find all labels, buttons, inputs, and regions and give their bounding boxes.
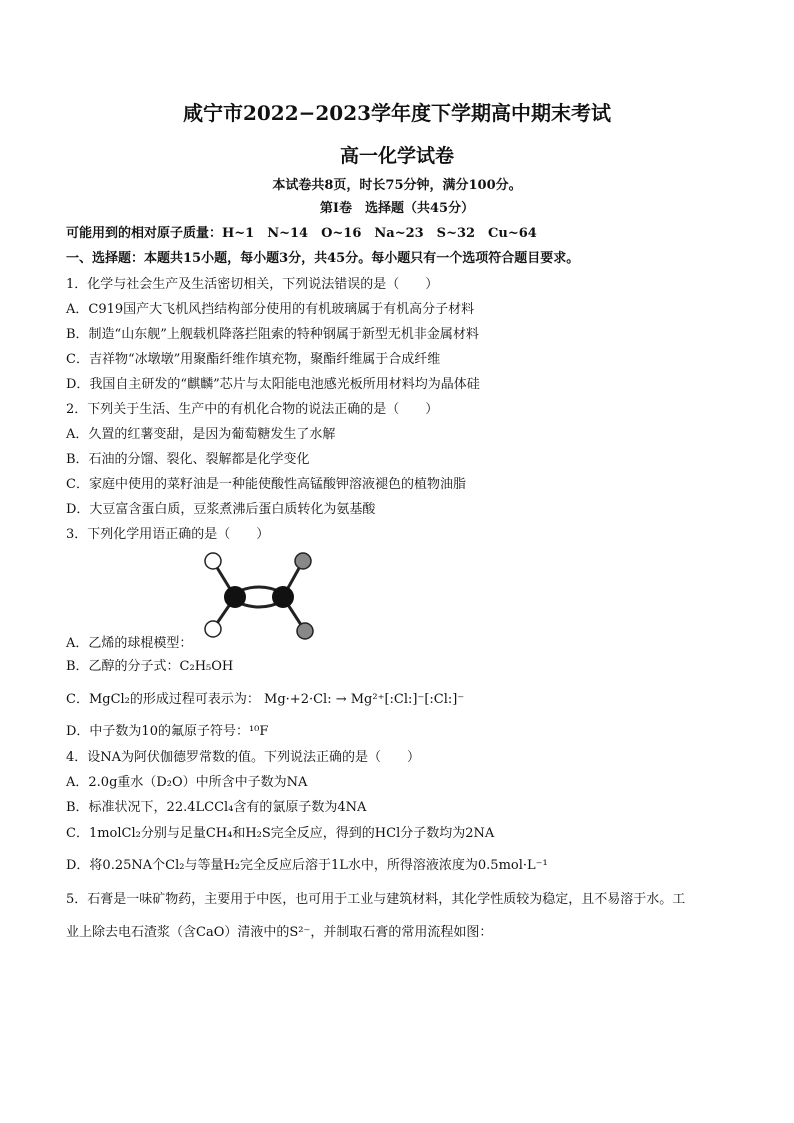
question-3-option-c: C．MgCl₂的形成过程可表示为： bbox=[66, 692, 260, 707]
section-heading: 第Ⅰ卷 选择题（共45分） bbox=[319, 201, 475, 216]
question-4-option-a: A．2.0g重水（D₂O）中所含中子数为NA bbox=[66, 775, 308, 790]
question-1-option-a: A．C919国产大飞机风挡结构部分使用的有机玻璃属于有机高分子材料 bbox=[66, 302, 475, 317]
question-2-option-d: D．大豆富含蛋白质，豆浆煮沸后蛋白质转化为氨基酸 bbox=[66, 502, 376, 517]
part-one-instructions: 一、选择题：本题共15小题，每小题3分，共45分。每小题只有一个选项符合题目要求。 bbox=[66, 251, 580, 266]
question-2-stem: 2．下列关于生活、生产中的有机化合物的说法正确的是（ ） bbox=[66, 402, 439, 417]
exam-title: 咸宁市2022−2023学年度下学期高中期末考试 bbox=[182, 101, 612, 125]
exam-info: 本试卷共8页，时长75分钟，满分100分。 bbox=[272, 178, 522, 193]
question-4-stem: 4．设NA为阿伏伽德罗常数的值。下列说法正确的是（ ） bbox=[66, 750, 421, 765]
question-5-stem-continued: 业上除去电石渣浆（含CaO）清液中的S²⁻，并制取石膏的常用流程如图： bbox=[66, 925, 493, 940]
question-2-option-a: A．久置的红薯变甜，是因为葡萄糖发生了水解 bbox=[66, 427, 336, 442]
question-1-option-b: B．制造“山东舰”上舰载机降落拦阻索的特种钢属于新型无机非金属材料 bbox=[66, 327, 479, 342]
question-2-option-b: B．石油的分馏、裂化、裂解都是化学变化 bbox=[66, 452, 310, 467]
question-3-option-b: B．乙醇的分子式：C₂H₅OH bbox=[66, 659, 234, 674]
question-1-option-c: C．吉祥物“冰墩墩”用聚酯纤维作填充物，聚酯纤维属于合成纤维 bbox=[66, 352, 441, 367]
question-5-stem: 5．石膏是一味矿物药，主要用于中医，也可用于工业与建筑材料，其化学性质较为稳定，且不易溶于水。工 bbox=[66, 892, 686, 907]
question-4-option-d: D．将0.25NA个Cl₂与等量H₂完全反应后溶于1L水中，所得溶液浓度为0.5mol·L⁻¹ bbox=[66, 858, 548, 873]
ethylene-ball-stick-model bbox=[193, 547, 323, 647]
question-4-option-b: B．标准状况下，22.4LCCl₄含有的氯原子数为4NA bbox=[66, 800, 367, 815]
paper-subtitle: 高一化学试卷 bbox=[339, 145, 454, 167]
question-3-option-d: D．中子数为10的氟原子符号：¹⁰F bbox=[66, 724, 269, 739]
mgcl2-formation-equation: Mg·+2·Cl: → Mg²⁺[:Cl:]⁻[:Cl:]⁻ bbox=[264, 692, 465, 707]
question-1-option-d: D．我国自主研发的“麒麟”芯片与太阳能电池感光板所用材料均为晶体硅 bbox=[66, 377, 480, 392]
question-2-option-c: C．家庭中使用的菜籽油是一种能使酸性高锰酸钾溶液褪色的植物油脂 bbox=[66, 477, 466, 492]
question-3-stem: 3．下列化学用语正确的是（ ） bbox=[66, 527, 270, 542]
question-3-option-c-row bbox=[66, 688, 464, 707]
atomic-mass-note: 可能用到的相对原子质量：H~1 N~14 O~16 Na~23 S~32 Cu~64 bbox=[66, 226, 537, 241]
question-4-option-c: C．1molCl₂分别与足量CH₄和H₂S完全反应，得到的HCl分子数均为2NA bbox=[66, 826, 495, 841]
question-1-stem: 1．化学与社会生产及生活密切相关，下列说法错误的是（ ） bbox=[66, 277, 439, 292]
question-3-option-a: A．乙烯的球棍模型： bbox=[66, 636, 193, 651]
